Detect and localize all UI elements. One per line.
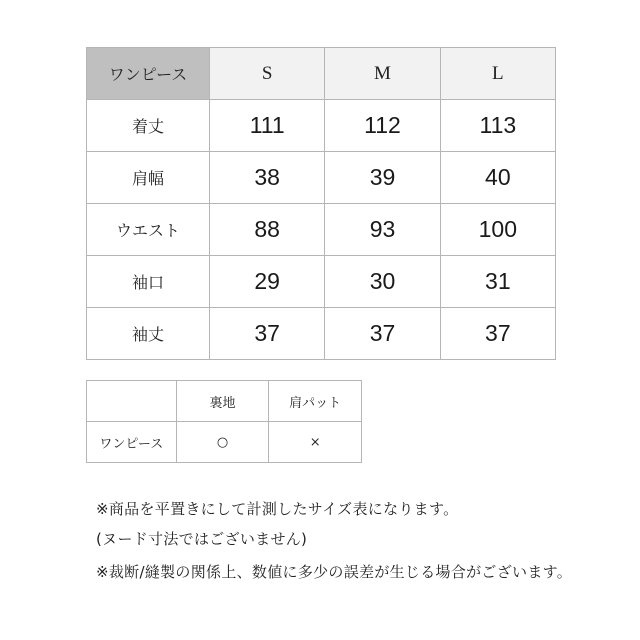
row-label: 袖口 [87, 256, 210, 308]
option-header-shoulder-pad: 肩パット [269, 381, 362, 422]
option-header-row [87, 381, 362, 422]
table-row [87, 100, 556, 152]
table-row [87, 256, 556, 308]
value-cell: 31 [440, 256, 555, 308]
value-cell: 93 [325, 204, 440, 256]
size-header-m: M [325, 48, 440, 100]
shoulder-pad-value: × [269, 422, 362, 463]
value-cell: 29 [210, 256, 325, 308]
value-cell: 112 [325, 100, 440, 152]
note-measurement: ※商品を平置きにして計測したサイズ表になります。 [96, 500, 459, 518]
value-cell: 30 [325, 256, 440, 308]
row-label: ウエスト [87, 204, 210, 256]
value-cell: 40 [440, 152, 555, 204]
value-cell: 37 [440, 308, 555, 360]
size-header-l: L [440, 48, 555, 100]
table-row [87, 308, 556, 360]
option-row-label: ワンピース [87, 422, 177, 463]
row-label: 袖丈 [87, 308, 210, 360]
value-cell: 111 [210, 100, 325, 152]
note-tolerance: ※裁断/縫製の関係上、数値に多少の誤差が生じる場合がございます。 [96, 563, 573, 581]
note-not-body-size: (ヌード寸法ではございません) [96, 530, 308, 548]
value-cell: 88 [210, 204, 325, 256]
size-header-s: S [210, 48, 325, 100]
value-cell: 39 [325, 152, 440, 204]
value-cell: 37 [210, 308, 325, 360]
table-row [87, 204, 556, 256]
row-label: 着丈 [87, 100, 210, 152]
size-table-corner: ワンピース [87, 48, 210, 100]
lining-value: ○ [176, 422, 269, 463]
value-cell: 37 [325, 308, 440, 360]
option-table [86, 380, 362, 463]
value-cell: 113 [440, 100, 555, 152]
table-row [87, 152, 556, 204]
value-cell: 38 [210, 152, 325, 204]
size-header-row [87, 48, 556, 100]
option-header-lining: 裏地 [176, 381, 269, 422]
option-table-corner [87, 381, 177, 422]
size-table [86, 47, 556, 360]
table-row [87, 422, 362, 463]
row-label: 肩幅 [87, 152, 210, 204]
value-cell: 100 [440, 204, 555, 256]
